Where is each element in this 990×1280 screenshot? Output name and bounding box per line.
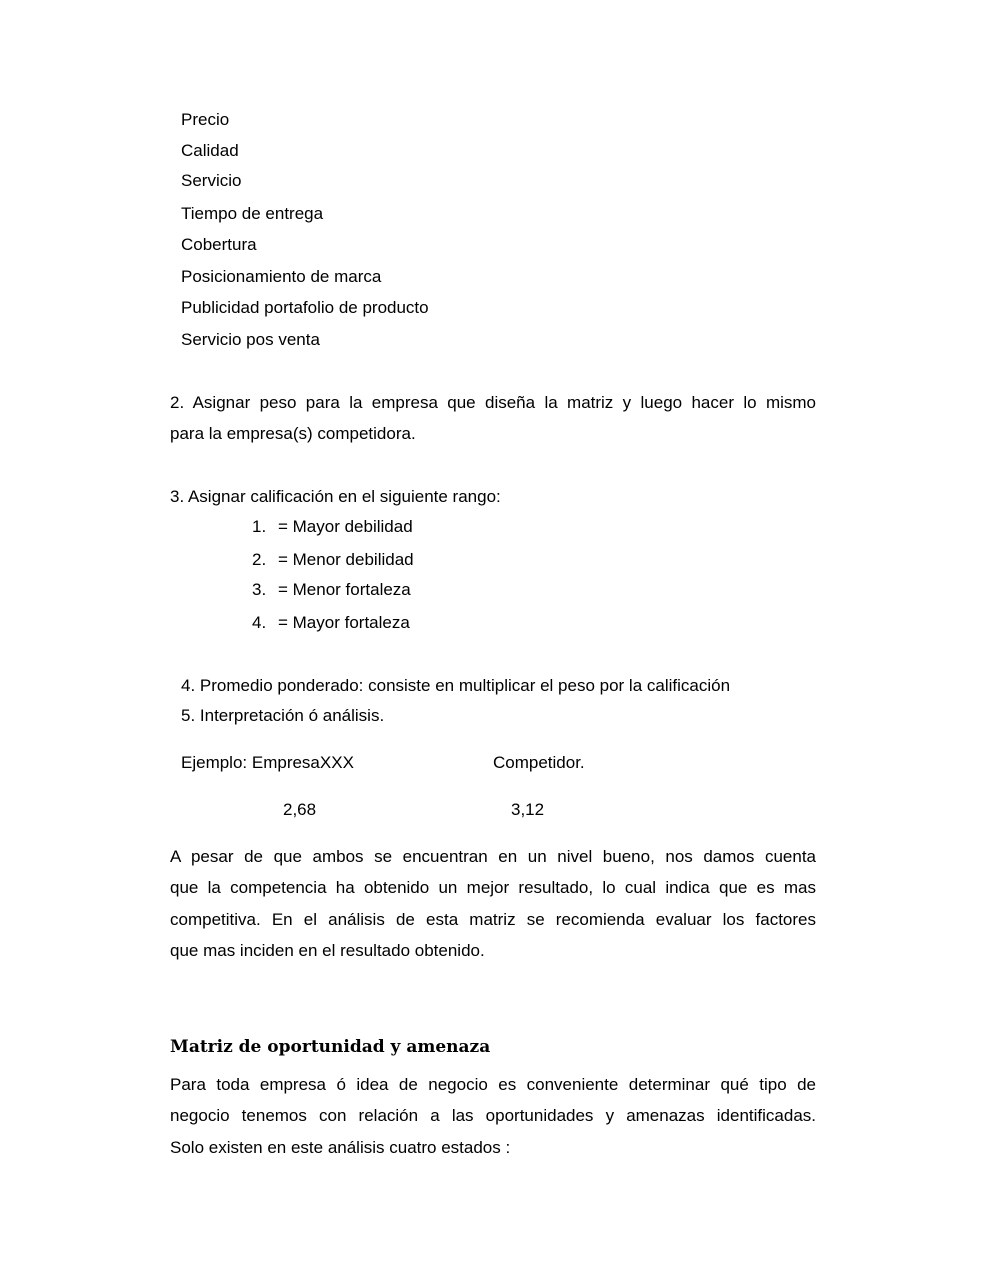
factor-item: Calidad (181, 141, 239, 160)
section-line: negocio tenemos con relación a las oportunidades y amenazas identificadas. (170, 1106, 816, 1125)
competitor-label: Competidor. (493, 753, 585, 772)
analysis-line: A pesar de que ambos se encuentran en un nivel bueno, nos damos cuenta (170, 847, 816, 866)
factor-item: Servicio pos venta (181, 330, 320, 349)
factor-item: Precio (181, 110, 230, 129)
competitor-value: 3,12 (511, 800, 545, 819)
company-value: 2,68 (283, 800, 317, 819)
step3-title: 3. Asignar calificación en el siguiente rango: (170, 487, 501, 506)
section-heading: Matriz de oportunidad y amenaza (170, 1037, 491, 1057)
section-line: Para toda empresa ó idea de negocio es conveniente determinar qué tipo de (170, 1075, 816, 1094)
factor-item: Tiempo de entrega (181, 204, 324, 223)
factor-item: Publicidad portafolio de producto (181, 298, 429, 317)
factor-item: Posicionamiento de marca (181, 267, 382, 286)
rating-item: 4. = Mayor fortaleza (252, 613, 410, 632)
rating-item: 1. = Mayor debilidad (252, 517, 413, 536)
analysis-line: competitiva. En el análisis de esta matriz se recomienda evaluar los factores (170, 910, 816, 929)
example-label: Ejemplo: EmpresaXXX (181, 753, 354, 772)
factor-item: Servicio (181, 171, 242, 190)
step5: 5. Interpretación ó análisis. (181, 706, 385, 725)
analysis-line: que mas inciden en el resultado obtenido. (170, 941, 485, 960)
step2-line: para la empresa(s) competidora. (170, 424, 416, 443)
rating-item: 2. = Menor debilidad (252, 550, 414, 569)
section-line: Solo existen en este análisis cuatro estados : (170, 1138, 511, 1157)
factor-item: Cobertura (181, 235, 257, 254)
step4: 4. Promedio ponderado: consiste en multiplicar el peso por la calificación (181, 676, 731, 695)
analysis-line: que la competencia ha obtenido un mejor resultado, lo cual indica que es mas (170, 878, 816, 897)
step2-line: 2. Asignar peso para la empresa que diseña la matriz y luego hacer lo mismo (170, 393, 816, 412)
rating-item: 3. = Menor fortaleza (252, 580, 411, 599)
